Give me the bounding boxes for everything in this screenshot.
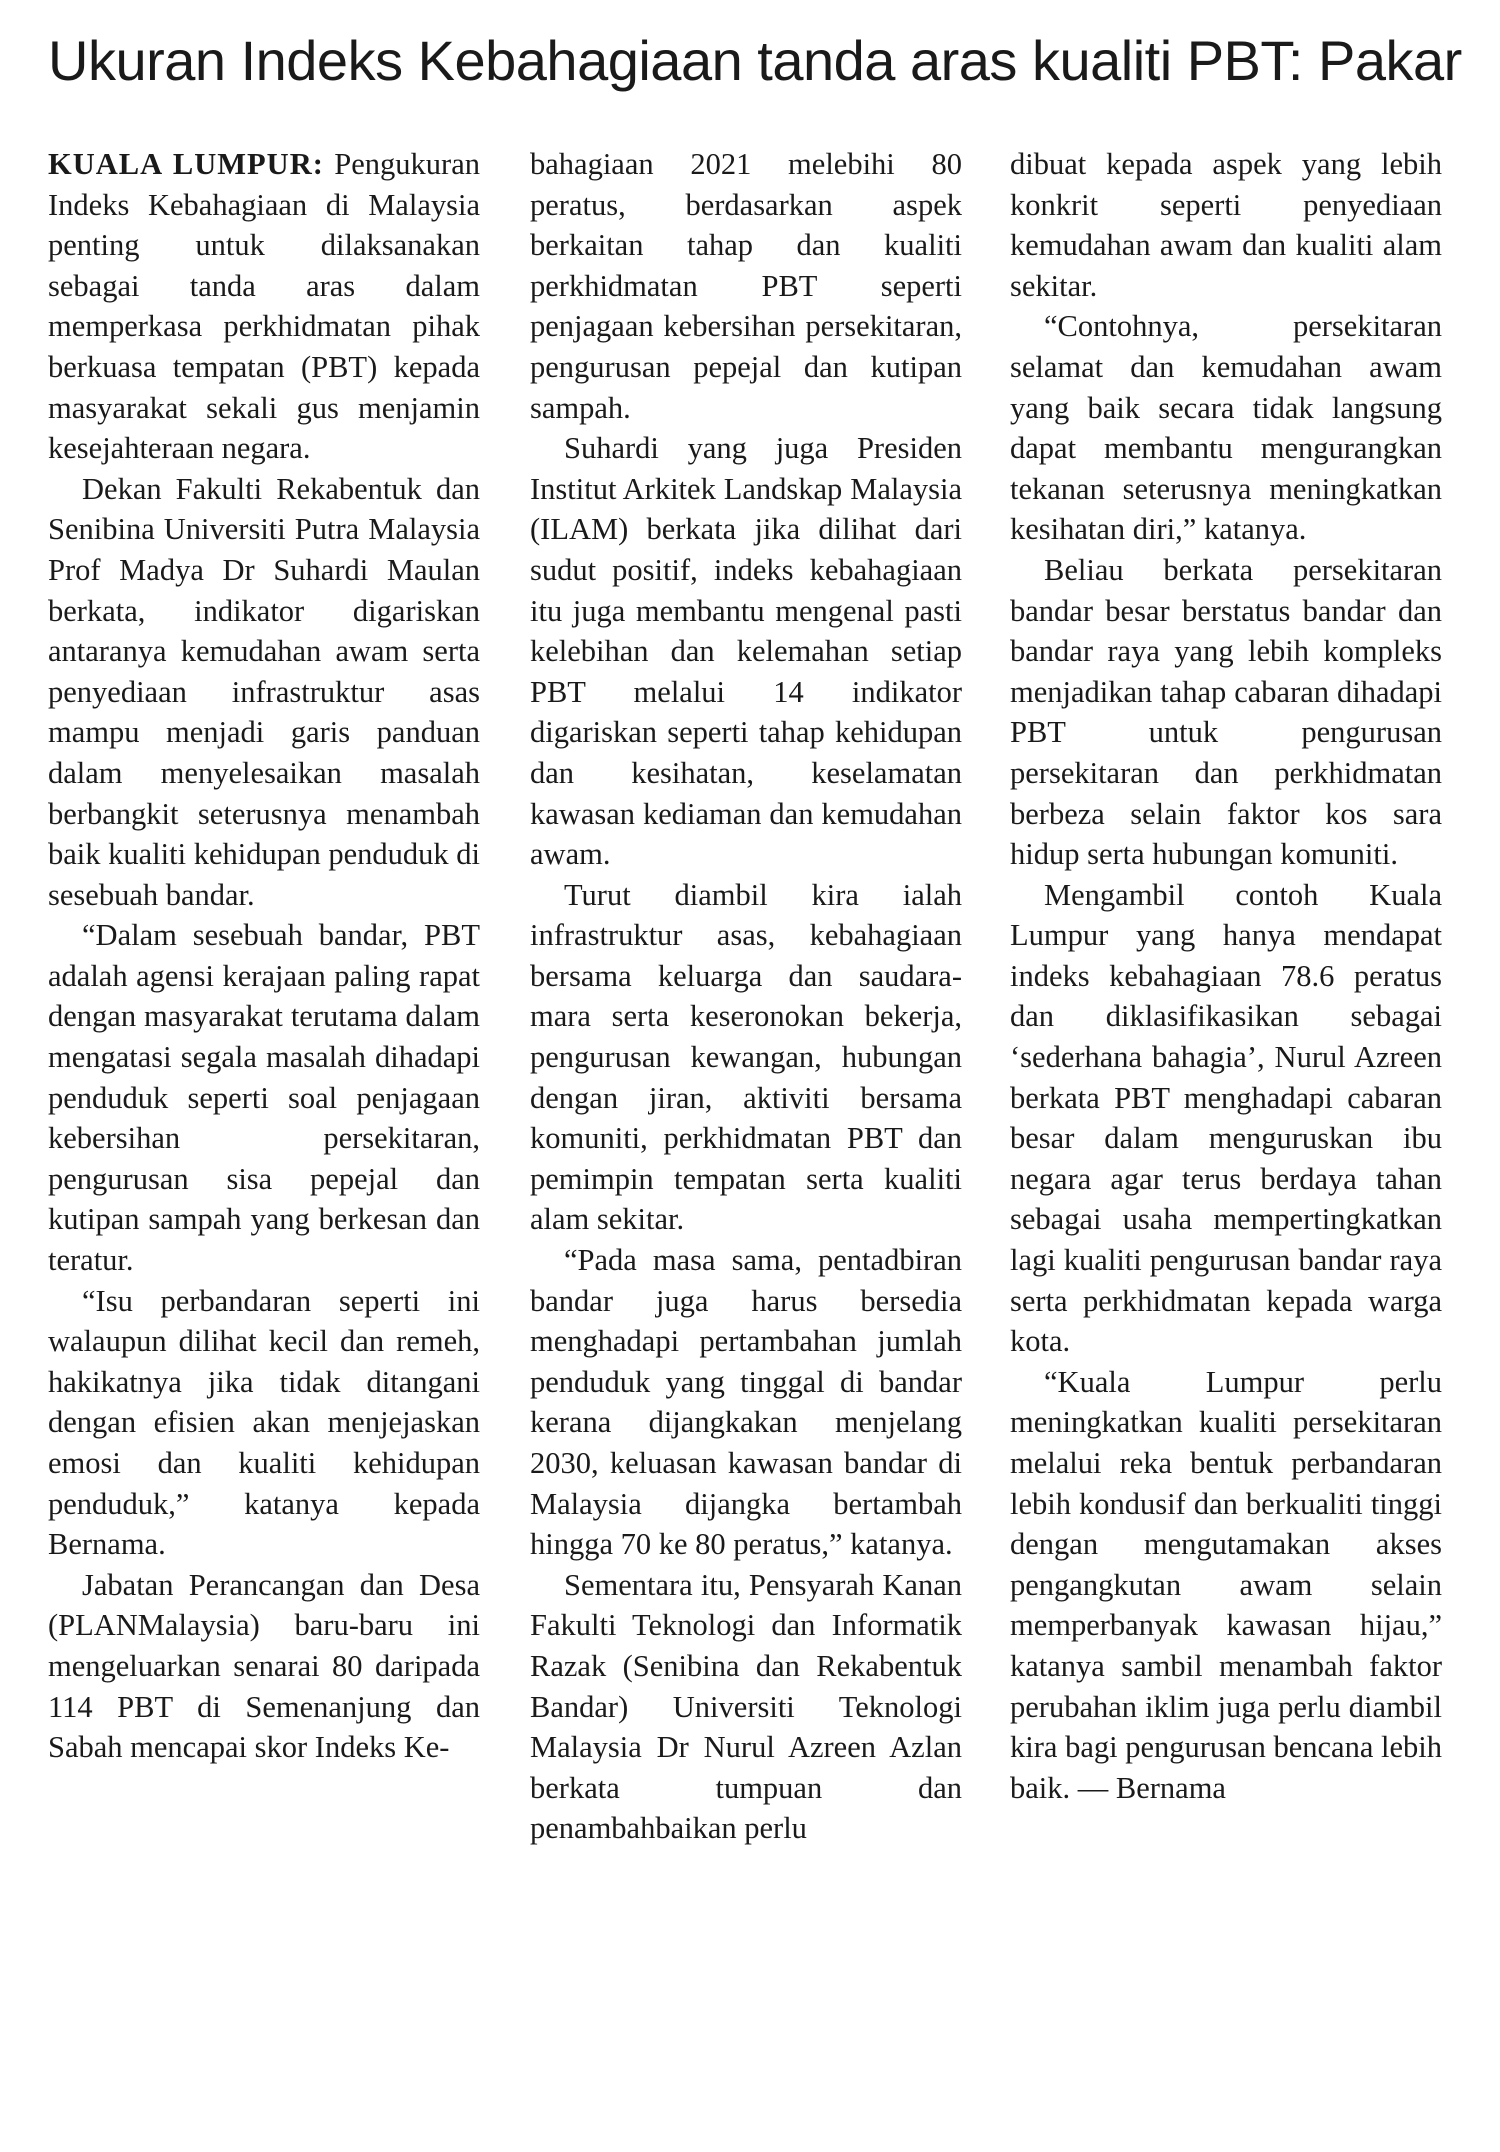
paragraph — [48, 144, 480, 469]
column-1 — [48, 144, 480, 1768]
paragraph: dibuat kepada aspek yang lebih konkrit seperti penyediaan kemudahan awam dan kualiti alam sekitar. — [1010, 147, 1442, 303]
article-headline: Ukuran Indeks Kebahagiaan tanda aras kualiti PBT: Pakar — [48, 29, 1462, 92]
paragraph: “Dalam sesebuah bandar, PBT adalah agensi kerajaan paling rapat dengan masyarakat terutama dalam mengatasi segala masalah dihadapi penduduk seperti soal penjagaan kebersihan persekitaran, pengurusan sisa pepejal dan kutipan sampah yang berkesan dan teratur. — [48, 918, 480, 1278]
paragraph: Suhardi yang juga Presiden Institut Arkitek Landskap Malaysia (ILAM) berkata jika dilihat dari sudut positif, indeks kebahagiaan itu juga membantu mengenal pasti kelebihan dan kelemahan setiap PBT melalui 14 indikator digariskan seperti tahap kehidupan dan kesihatan, keselamatan kawasan kediaman dan kemudahan awam. — [530, 431, 962, 872]
paragraph-text: Pengukuran Indeks Kebahagiaan di Malaysia penting untuk dilaksanakan sebagai tanda aras dalam memperkasa perkhidmatan pihak berkuasa tempatan (PBT) kepada masyarakat sekali gus menjamin kesejahteraan negara. — [48, 147, 480, 466]
column-3 — [1010, 144, 1442, 1808]
paragraph: “Pada masa sama, pentadbiran bandar juga harus bersedia menghadapi pertambahan jumlah penduduk yang tinggal di bandar kerana dijangkakan menjelang 2030, keluasan kawasan bandar di Malaysia dijangka bertambah hingga 70 ke 80 peratus,” katanya. — [530, 1243, 962, 1562]
paragraph: Dekan Fakulti Rekabentuk dan Senibina Universiti Putra Malaysia Prof Madya Dr Suhardi Maulan berkata, indikator digariskan antaranya kemudahan awam serta penyediaan infrastruktur asas mampu menjadi garis panduan dalam menyelesaikan masalah berbangkit seterusnya menambah baik kualiti kehidupan penduduk di sesebuah bandar. — [48, 471, 481, 912]
paragraph: bahagiaan 2021 melebihi 80 peratus, berdasarkan aspek berkaitan tahap dan kualiti perkhidmatan PBT seperti penjagaan kebersihan persekitaran, pengurusan pepejal dan kutipan sampah. — [530, 147, 962, 425]
paragraph: “Isu perbandaran seperti ini walaupun dilihat kecil dan remeh, hakikatnya jika tidak ditangani dengan efisien akan menjejaskan emosi dan kualiti kehidupan penduduk,” katanya kepada Bernama. — [48, 1283, 480, 1562]
paragraph: Sementara itu, Pensyarah Kanan Fakulti Teknologi dan Informatik Razak (Senibina dan Rekabentuk Bandar) Universiti Teknologi Malaysia Dr Nurul Azreen Azlan berkata tumpuan dan penambahbaikan perlu — [530, 1567, 962, 1846]
column-2 — [530, 144, 962, 1849]
paragraph: Mengambil contoh Kuala Lumpur yang hanya mendapat indeks kebahagiaan 78.6 peratus dan diklasifikasikan sebagai ‘sederhana bahagia’, Nurul Azreen berkata PBT menghadapi cabaran besar dalam menguruskan ibu negara agar terus berdaya tahan sebagai usaha mempertingkatkan lagi kualiti pengurusan bandar raya serta perkhidmatan kepada warga kota. — [1010, 877, 1442, 1359]
paragraph: “Contohnya, persekitaran selamat dan kemudahan awam yang baik secara tidak langsung dapat membantu mengurangkan tekanan seterusnya meningkatkan kesihatan diri,” katanya. — [1010, 309, 1442, 547]
paragraph: Turut diambil kira ialah infrastruktur asas, kebahagiaan bersama keluarga dan saudara-mara serta keseronokan bekerja, pengurusan kewangan, hubungan dengan jiran, aktiviti bersama komuniti, perkhidmatan PBT dan pemimpin tempatan serta kualiti alam sekitar. — [530, 877, 962, 1237]
article-body — [0, 144, 1500, 2134]
paragraph: Beliau berkata persekitaran bandar besar berstatus bandar dan bandar raya yang lebih kompleks menjadikan tahap cabaran dihadapi PBT untuk pengurusan persekitaran dan perkhidmatan berbeza selain faktor kos sara hidup serta hubungan komuniti. — [1010, 552, 1442, 872]
paragraph: Jabatan Perancangan dan Desa (PLANMalaysia) baru-baru ini mengeluarkan senarai 80 daripada 114 PBT di Semenanjung dan Sabah mencapai skor Indeks Ke- — [48, 1567, 480, 1765]
paragraph: “Kuala Lumpur perlu meningkatkan kualiti persekitaran melalui reka bentuk perbandaran lebih kondusif dan berkualiti tinggi dengan mengutamakan akses pengangkutan awam selain memperbanyak kawasan hijau,” katanya sambil menambah faktor perubahan iklim juga perlu diambil kira bagi pengurusan bencana lebih baik. — Bernama — [1010, 1364, 1442, 1805]
dateline: KUALA LUMPUR: — [48, 147, 324, 181]
